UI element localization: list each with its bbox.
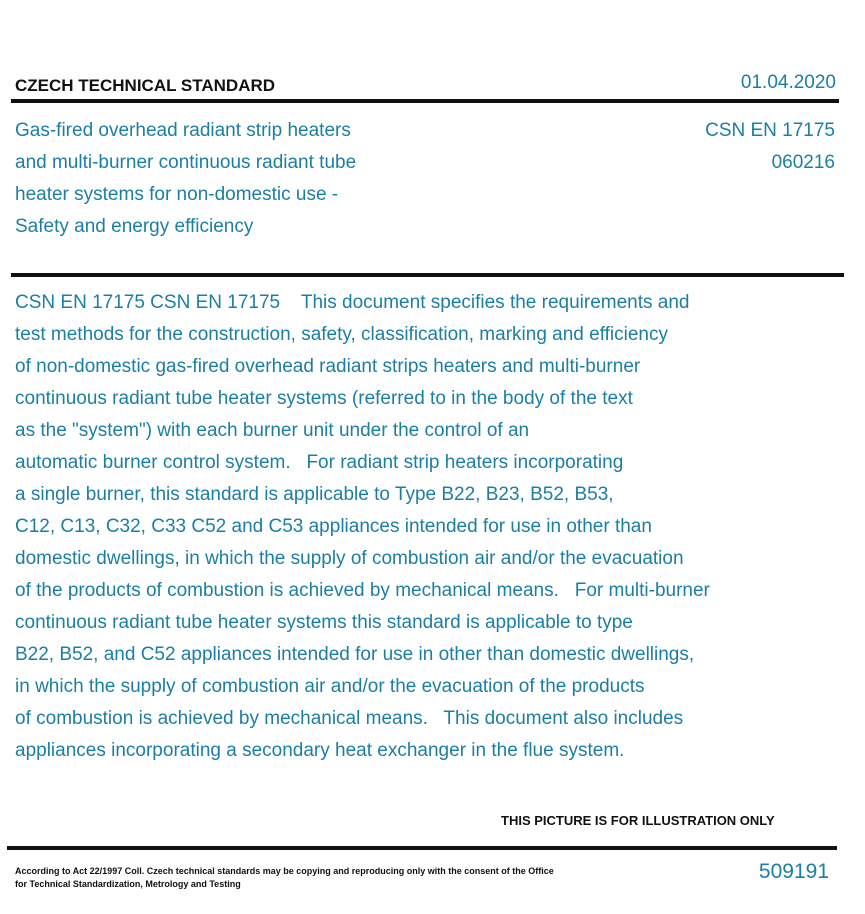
bottom-divider: [7, 846, 837, 850]
abstract-line: B22, B52, and C52 appliances intended for use in other than domestic dwellings,: [15, 644, 695, 665]
abstract-line: continuous radiant tube heater systems (referred to in the body of the text: [15, 388, 633, 409]
abstract-line: as the "system") with each burner unit under the control of an: [15, 420, 530, 441]
abstract-line: automatic burner control system. For radiant strip heaters incorporating: [15, 452, 624, 473]
abstract-line: of non-domestic gas-fired overhead radiant strips heaters and multi-burner: [15, 356, 641, 377]
abstract-line: a single burner, this standard is applicable to Type B22, B23, B52, B53,: [15, 484, 614, 505]
abstract-line: continuous radiant tube heater systems this standard is applicable to type: [15, 612, 633, 633]
illustration-disclaimer: THIS PICTURE IS FOR ILLUSTRATION ONLY: [501, 813, 775, 828]
standard-number: CSN EN 17175: [705, 120, 835, 141]
title-line: Gas-fired overhead radiant strip heaters: [15, 120, 351, 141]
classification-code: 060216: [771, 152, 835, 173]
title-line: Safety and energy efficiency: [15, 216, 254, 237]
abstract-line: of combustion is achieved by mechanical means. This document also includes: [15, 708, 684, 729]
top-divider: [11, 99, 839, 103]
abstract-line: CSN EN 17175 CSN EN 17175 This document specifies the requirements and: [15, 292, 690, 313]
abstract-line: in which the supply of combustion air and/or the evacuation of the products: [15, 676, 645, 697]
catalog-number: 509191: [758, 860, 829, 883]
abstract-line: domestic dwellings, in which the supply of combustion air and/or the evacuation: [15, 548, 684, 569]
middle-divider: [11, 273, 844, 277]
abstract-line: of the products of combustion is achieved by mechanical means. For multi-burner: [15, 580, 710, 601]
title-line: heater systems for non-domestic use -: [15, 184, 339, 205]
document-type-label: CZECH TECHNICAL STANDARD: [15, 76, 276, 95]
abstract-text: [15, 287, 710, 767]
abstract-line: appliances incorporating a secondary heat exchanger in the flue system.: [15, 740, 625, 761]
legal-notice: [15, 865, 554, 891]
publication-date: 01.04.2020: [740, 72, 836, 93]
legal-line: According to Act 22/1997 Coll. Czech technical standards may be copying and reproducing only with the consent of the Office: [15, 866, 554, 876]
abstract-line: test methods for the construction, safety, classification, marking and efficiency: [15, 324, 668, 345]
standard-codes: [705, 115, 835, 179]
title-line: and multi-burner continuous radiant tube: [15, 152, 357, 173]
legal-line: for Technical Standardization, Metrology and Testing: [15, 879, 241, 889]
abstract-line: C12, C13, C32, C33 C52 and C53 appliances intended for use in other than: [15, 516, 652, 537]
standard-title: [15, 115, 356, 243]
